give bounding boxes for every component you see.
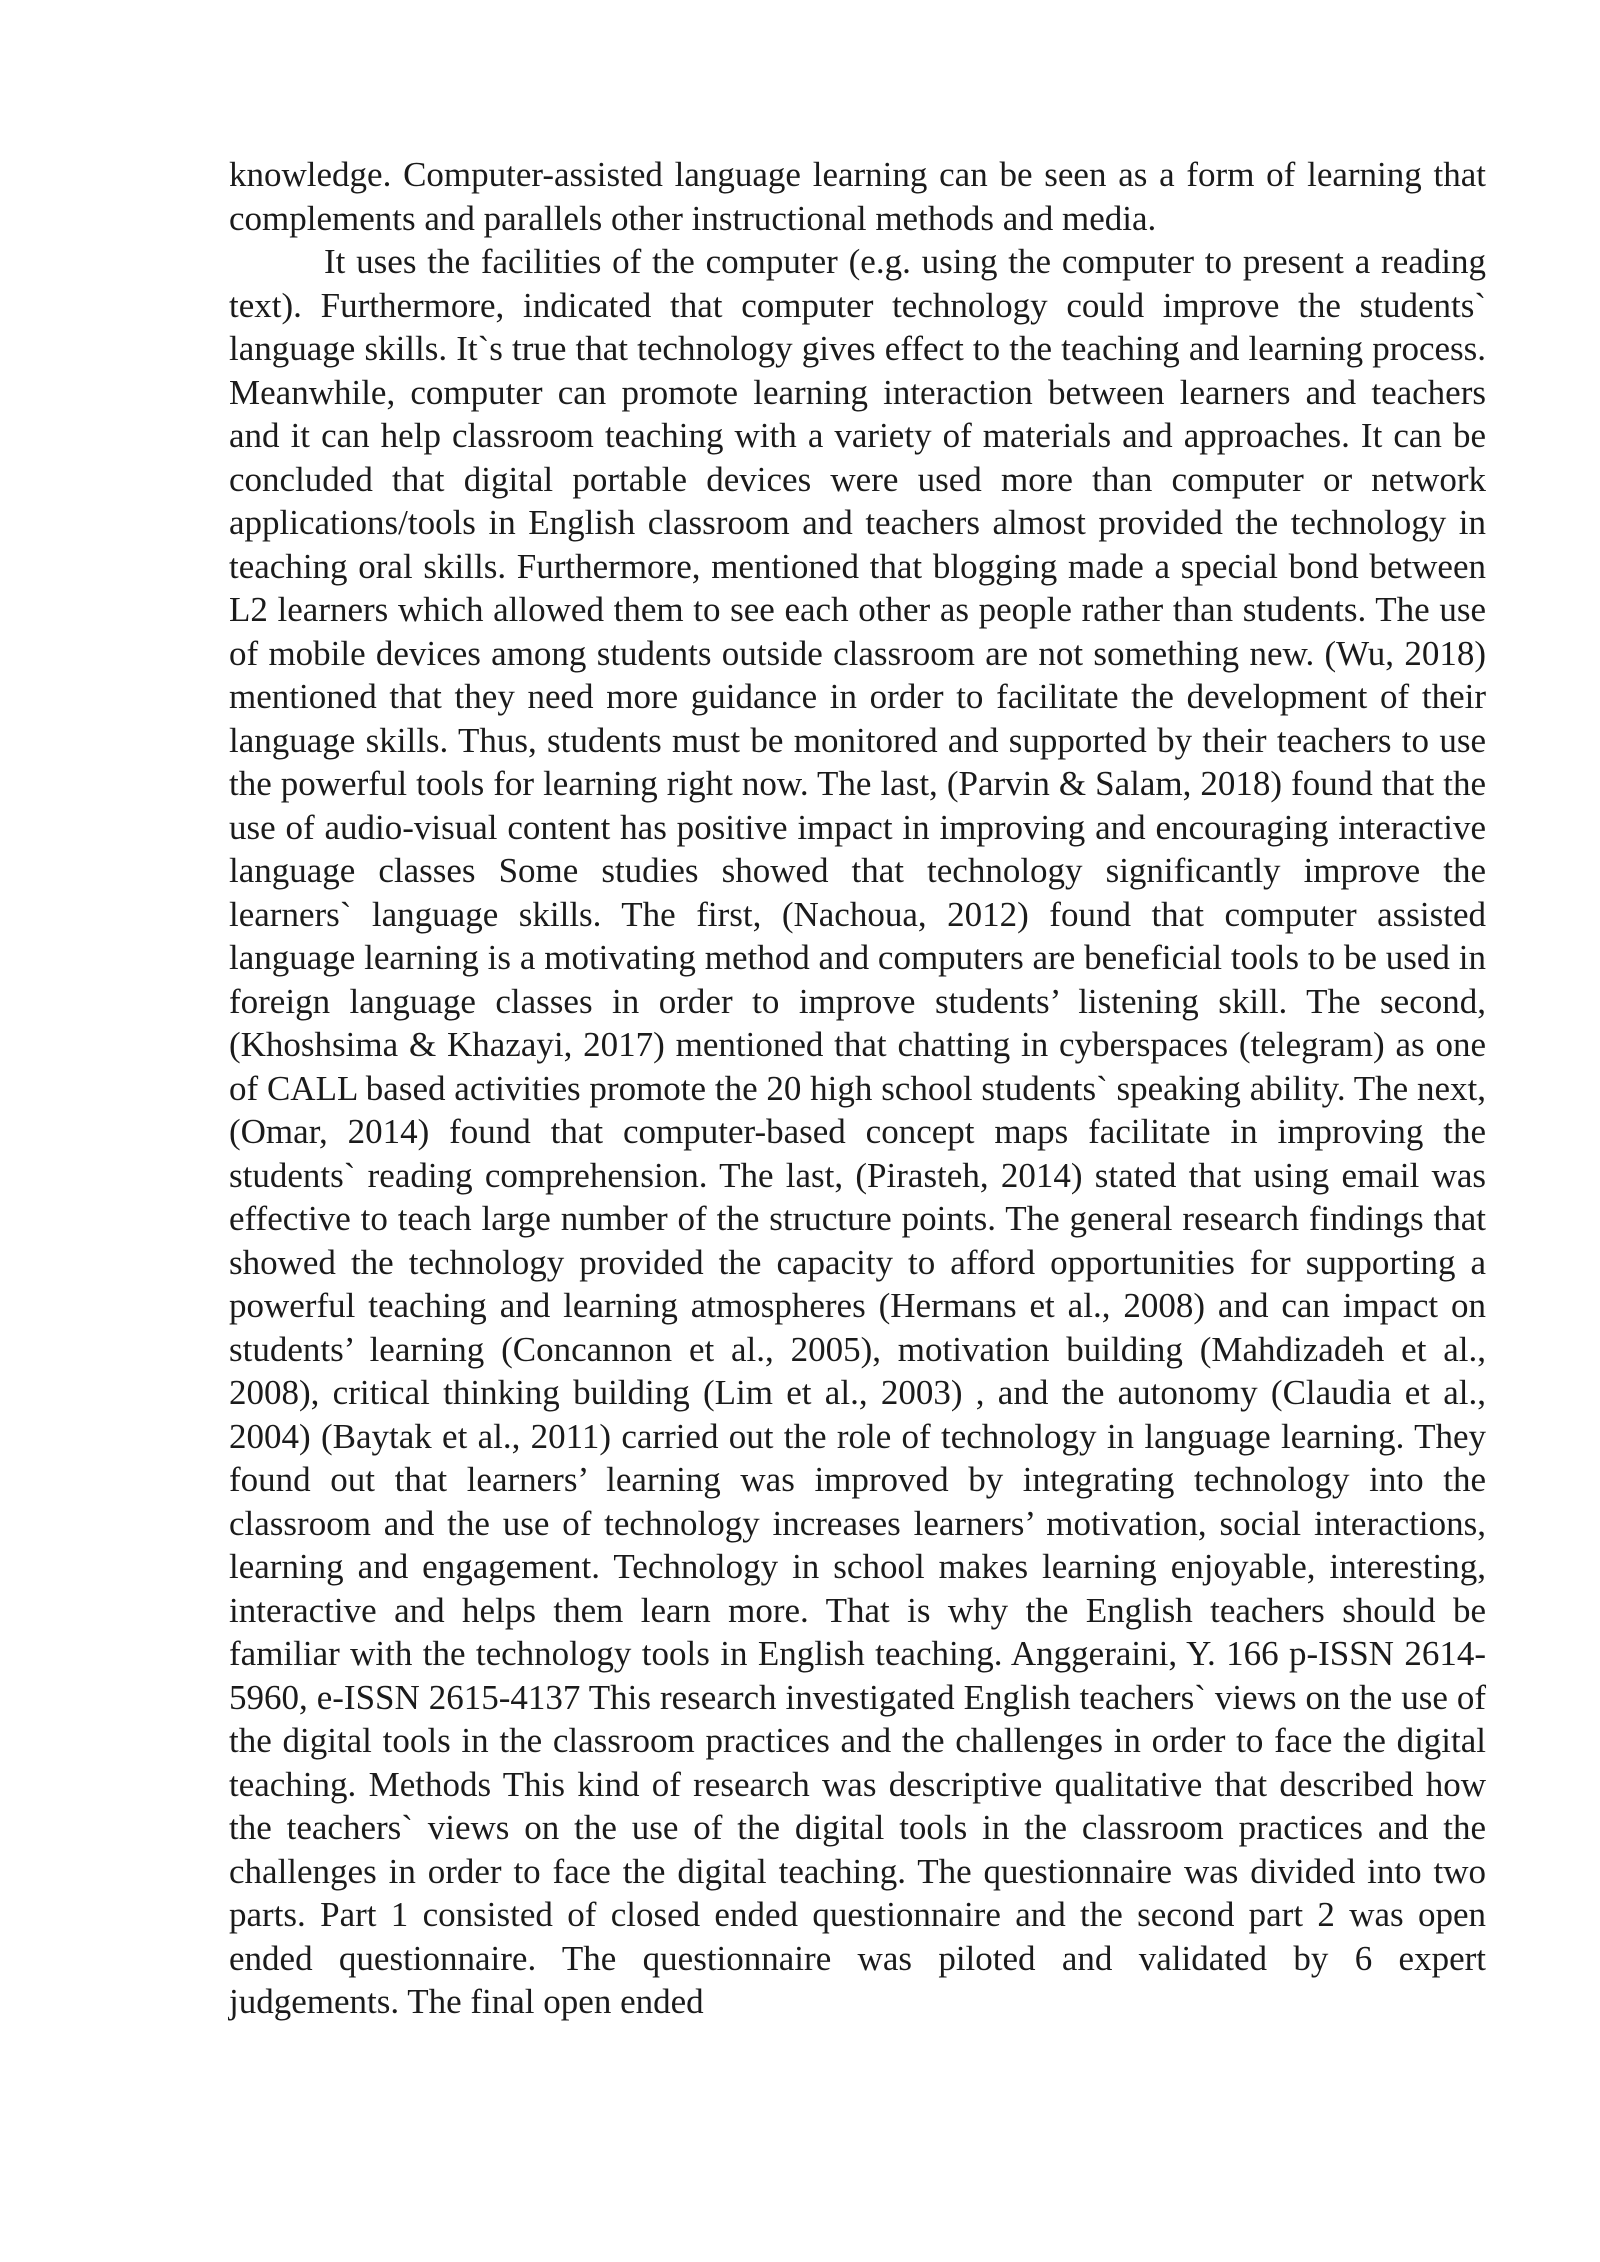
paragraph-2: It uses the facilities of the computer (e.g. using the computer to present a reading text). Furthermore, indicated that computer technology could improve the students` language skills. It`s true that technology gives effect to the teaching and learning process. Meanwhile, computer can promote learning interaction between learners and teachers and it can help classroom teaching with a variety of materials and approaches. It can be concluded that digital portable devices were used more than computer or network applications/tools in English classroom and teachers almost provided the technology in teaching oral skills. Furthermore, mentioned that blogging made a special bond between L2 learners which allowed them to see each other as people rather than students. The use of mobile devices among students outside classroom are not something new. (Wu, 2018) mentioned that they need more guidance in order to facilitate the development of their language skills. Thus, students must be monitored and supported by their teachers to use the powerful tools for learning right now. The last, (Parvin & Salam, 2018) found that the use of audio-visual content has positive impact in improving and encouraging interactive language classes Some studies showed that technology significantly improve the learners` language skills. The first, (Nachoua, 2012) found that computer assisted language learning is a motivating method and computers are beneficial tools to be used in foreign language classes in order to improve students’ listening skill. The second, (Khoshsima & Khazayi, 2017) mentioned that chatting in cyberspaces (telegram) as one of CALL based activities promote the 20 high school students` speaking ability. The next, (Omar, 2014) found that computer-based concept maps facilitate in improving the students` reading comprehension. The last, (Pirasteh, 2014) stated that using email was effective to teach large number of the structure points. The general research findings that showed the technology provided the capacity to afford opportunities for supporting a powerful teaching and learning atmospheres (Hermans et al., 2008) and can impact on students’ learning (Concannon et al., 2005), motivation building (Mahdizadeh et al., 2008), critical thinking building (Lim et al., 2003) , and the autonomy (Claudia et al., 2004) (Baytak et al., 2011) carried out the role of technology in language learning. They found out that learners’ learning was improved by integrating technology into the classroom and the use of technology increases learners’ motivation, social interactions, learning and engagement. Technology in school makes learning enjoyable, interesting, interactive and helps them learn more. That is why the English teachers should be familiar with the technology tools in English teaching. Anggeraini, Y. 166 p-ISSN 2614-5960, e-ISSN 2615-4137 This research investigated English teachers` views on the use of the digital tools in the classroom practices and the challenges in order to face the digital teaching. Methods This kind of research was descriptive qualitative that described how the teachers` views on the use of the digital tools in the classroom practices and the challenges in order to face the digital teaching. The questionnaire was divided into two parts. Part 1 consisted of closed ended questionnaire and the second part 2 was open ended questionnaire. The questionnaire was piloted and validated by 6 expert judgements. The final open ended bbox=[229, 242, 1486, 2021]
body-text bbox=[229, 153, 1486, 2024]
paragraph-1: knowledge. Computer-assisted language learning can be seen as a form of learning that complements and parallels other instructional methods and media. bbox=[229, 155, 1486, 238]
